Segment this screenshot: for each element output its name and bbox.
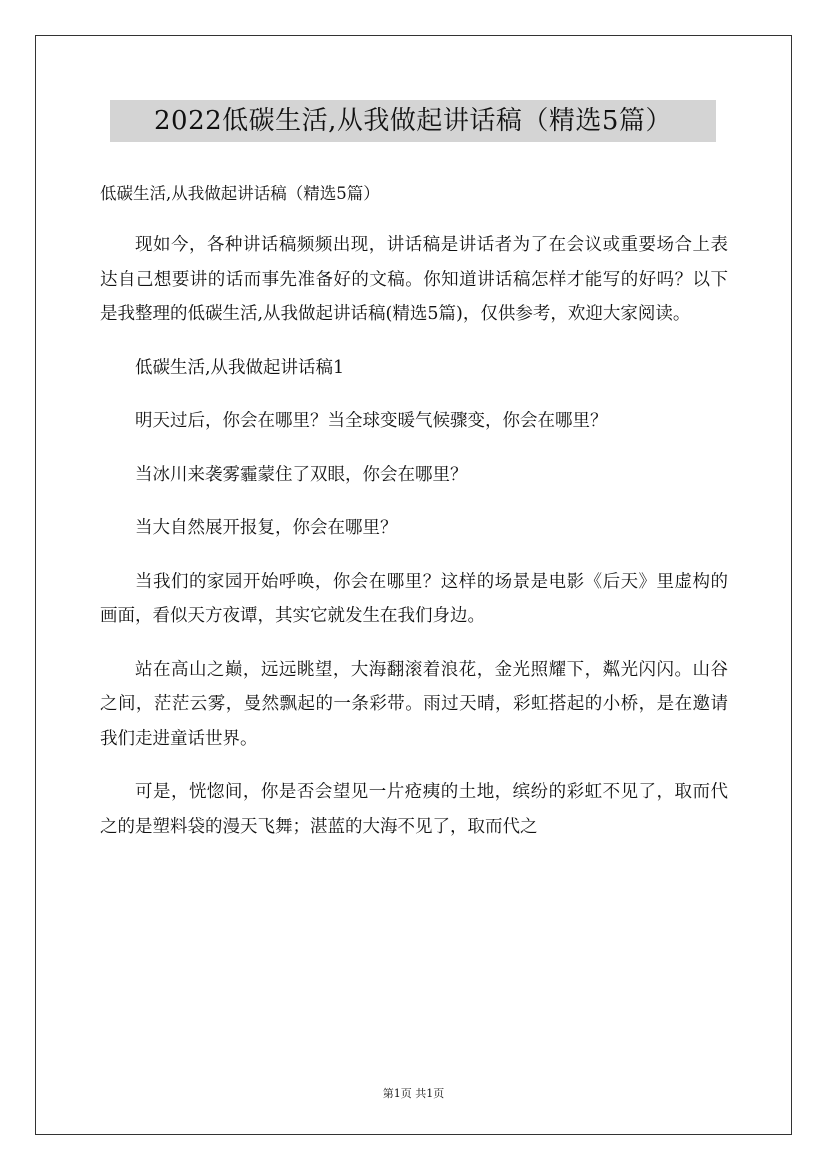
section-heading: 低碳生活,从我做起讲话稿1 xyxy=(135,357,345,378)
body-paragraph: 当我们的家园开始呼唤，你会在哪里？这样的场景是电影《后天》里虚构的画面，看似天方夜谭，其实它就发生在我们身边。 xyxy=(100,571,728,626)
body-paragraph: 站在高山之巅，远远眺望，大海翻滚着浪花，金光照耀下，粼光闪闪。山谷之间，茫茫云雾，曼然飘起的一条彩带。雨过天晴，彩虹搭起的小桥，是在邀请我们走进童话世界。 xyxy=(100,659,728,749)
body-paragraph: 当冰川来袭雾霾蒙住了双眼，你会在哪里？ xyxy=(135,464,468,485)
body-paragraph: 现如今，各种讲话稿频频出现，讲话稿是讲话者为了在会议或重要场合上表达自己想要讲的话而事先准备好的文稿。你知道讲话稿怎样才能写的好吗？以下是我整理的低碳生活,从我做起讲话稿(精选5篇)，仅供参考，欢迎大家阅读。 xyxy=(100,235,728,324)
page-footer: 第1页 共1页 xyxy=(382,1087,445,1100)
body-paragraph: 当大自然展开报复，你会在哪里？ xyxy=(135,518,398,538)
body-paragraph: 明天过后，你会在哪里？当全球变暖气候骤变，你会在哪里？ xyxy=(135,411,608,431)
body-paragraph: 可是，恍惚间，你是否会望见一片疮痍的土地，缤纷的彩虹不见了，取而代之的是塑料袋的漫天飞舞；湛蓝的大海不见了，取而代之 xyxy=(100,782,728,837)
document-title: 2022低碳生活,从我做起讲话稿（精选5篇） xyxy=(110,100,716,142)
document-body xyxy=(100,228,728,863)
document-subtitle: 低碳生活,从我做起讲话稿（精选5篇） xyxy=(100,184,380,203)
